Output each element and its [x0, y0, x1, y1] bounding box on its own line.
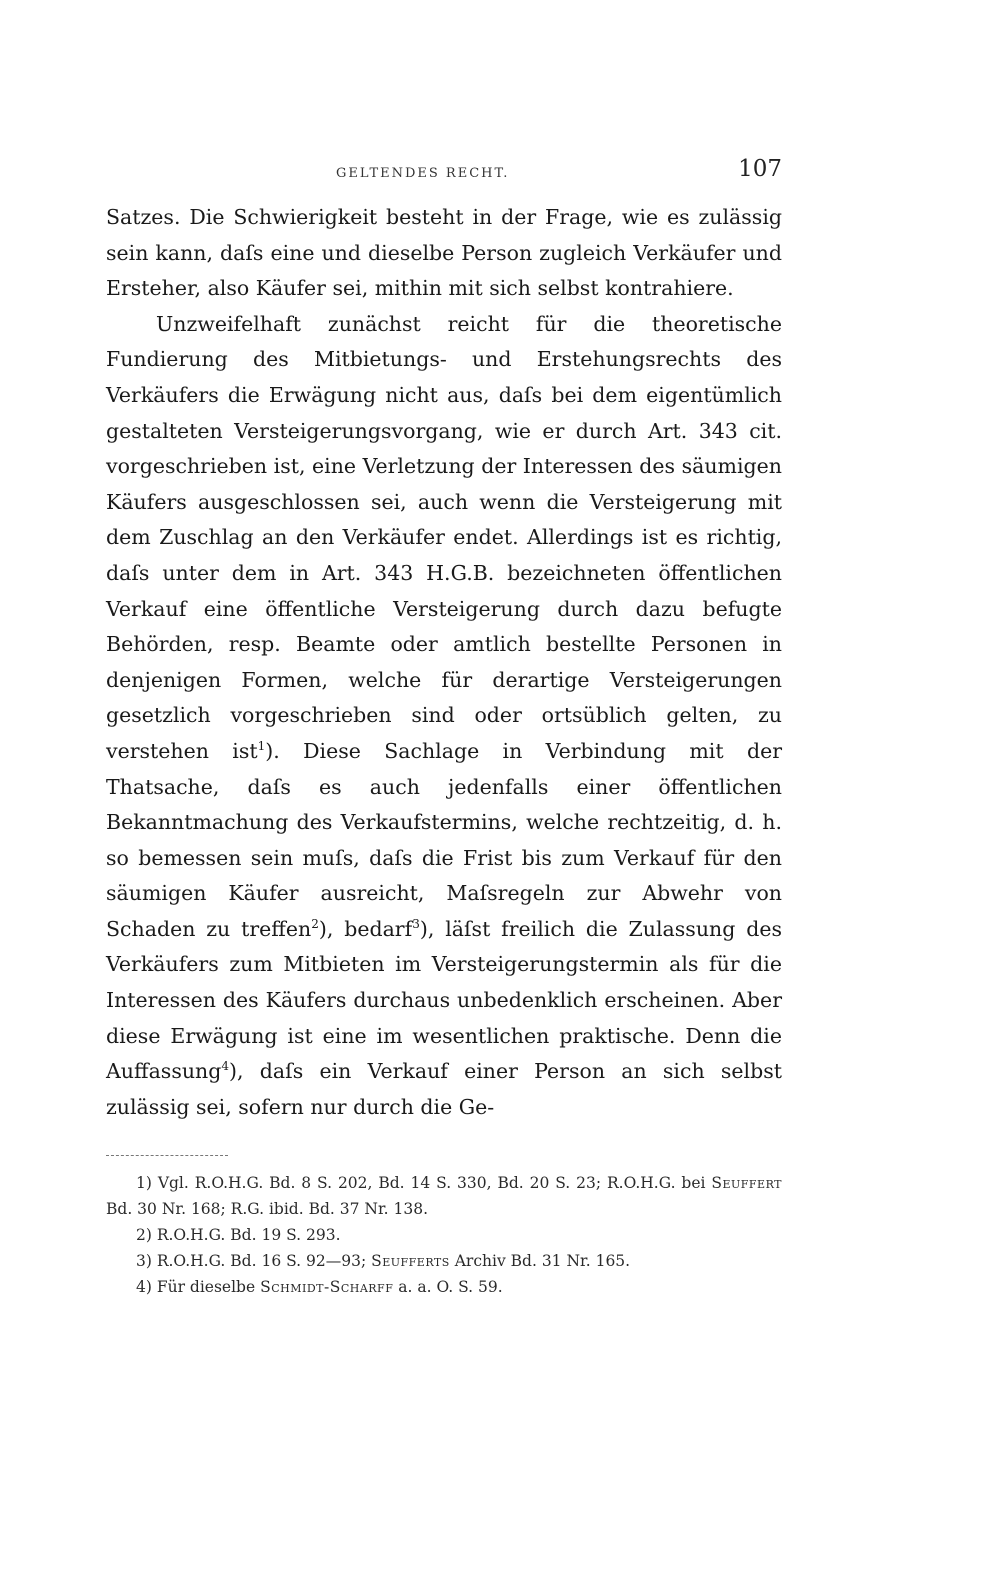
paragraph-2-part-c: ), bedarf	[318, 916, 413, 941]
footnote-4	[106, 1274, 782, 1300]
footnotes	[106, 1170, 782, 1300]
footnote-3-author: Seufferts	[371, 1252, 450, 1271]
page-header	[106, 150, 782, 200]
running-head: GELTENDES RECHT.	[336, 166, 510, 181]
footnote-4-part-a: 4) Für dieselbe	[136, 1278, 261, 1297]
document-page	[106, 150, 782, 1300]
paragraph-1: Satzes. Die Schwierigkeit besteht in der Frage, wie es zulässig sein kann, daſs eine und dieselbe Person zugleich Verkäufer und Ersteher, also Käufer sei, mithin mit sich selbst kontrahiere.	[106, 205, 782, 301]
footnote-divider	[106, 1155, 228, 1156]
paragraph-2-part-a: Unzweifelhaft zunächst reicht für die theoretische Fundierung des Mitbietungs- und Erstehungsrechts des Verkäufers die Erwägung nicht aus, daſs bei dem eigentümlich gestalteten Versteigerungsvorgang, wie er durch Art. 343 cit. vorgeschrieben ist, eine Verletzung der Interessen des säumigen Käufers ausgeschlossen sei, auch wenn die Versteigerung mit dem Zuschlag an den Verkäufer endet. Allerdings ist es richtig, daſs unter dem in Art. 343 H.G.B. bezeichneten öffentlichen Verkauf eine öffentliche Versteigerung durch dazu befugte Behörden, resp. Beamte oder amtlich bestellte Personen in denjenigen Formen, welche für derartige Versteigerungen gesetzlich vorgeschrieben sind oder ortsüblich gelten, zu verstehen ist	[106, 311, 782, 763]
footnote-ref-1: 1	[257, 739, 266, 754]
footnote-ref-2: 2	[311, 917, 319, 932]
footnote-1	[106, 1170, 782, 1222]
footnote-1-part-b: Bd. 30 Nr. 168; R.G. ibid. Bd. 37 Nr. 138.	[106, 1200, 429, 1219]
footnote-ref-4: 4	[221, 1059, 230, 1074]
footnote-4-author: Schmidt-Scharff	[260, 1278, 394, 1297]
footnote-3-part-b: Archiv Bd. 31 Nr. 165.	[449, 1252, 631, 1271]
footnote-ref-3: 3	[412, 917, 420, 932]
paragraph-2-part-e: ), daſs ein Verkauf einer Person an sich selbst zulässig sei, sofern nur durch die Ge-	[106, 1059, 782, 1119]
footnote-1-author: Seuffert	[711, 1174, 782, 1193]
page-number: 107	[738, 156, 782, 182]
paragraph-2-part-d: ), läſst freilich die Zulassung des Verkäufers zum Mitbieten im Versteigerungstermin als für die Interessen des Käufers durchaus unbedenklich erscheinen. Aber diese Erwägung ist eine im wesentlichen praktische. Denn die Auffassung	[106, 916, 782, 1084]
footnote-3-part-a: 3) R.O.H.G. Bd. 16 S. 92—93;	[136, 1252, 372, 1271]
paragraph-2-part-b: ). Diese Sachlage in Verbindung mit der Thatsache, daſs es auch jedenfalls einer öffentlichen Bekanntmachung des Verkaufstermins, welche rechtzeitig, d. h. so bemessen sein muſs, daſs die Frist bis zum Verkauf für den säumigen Käufer ausreicht, Maſsregeln zur Abwehr von Schaden zu treffen	[106, 738, 782, 941]
body-text	[106, 200, 782, 1125]
paragraph-2	[106, 307, 782, 1126]
footnote-1-part-a: 1) Vgl. R.O.H.G. Bd. 8 S. 202, Bd. 14 S. 330, Bd. 20 S. 23; R.O.H.G. bei	[136, 1174, 712, 1193]
footnote-4-part-b: a. a. O. S. 59.	[393, 1278, 503, 1297]
footnote-2: 2) R.O.H.G. Bd. 19 S. 293.	[136, 1226, 341, 1245]
footnote-3	[106, 1248, 782, 1274]
